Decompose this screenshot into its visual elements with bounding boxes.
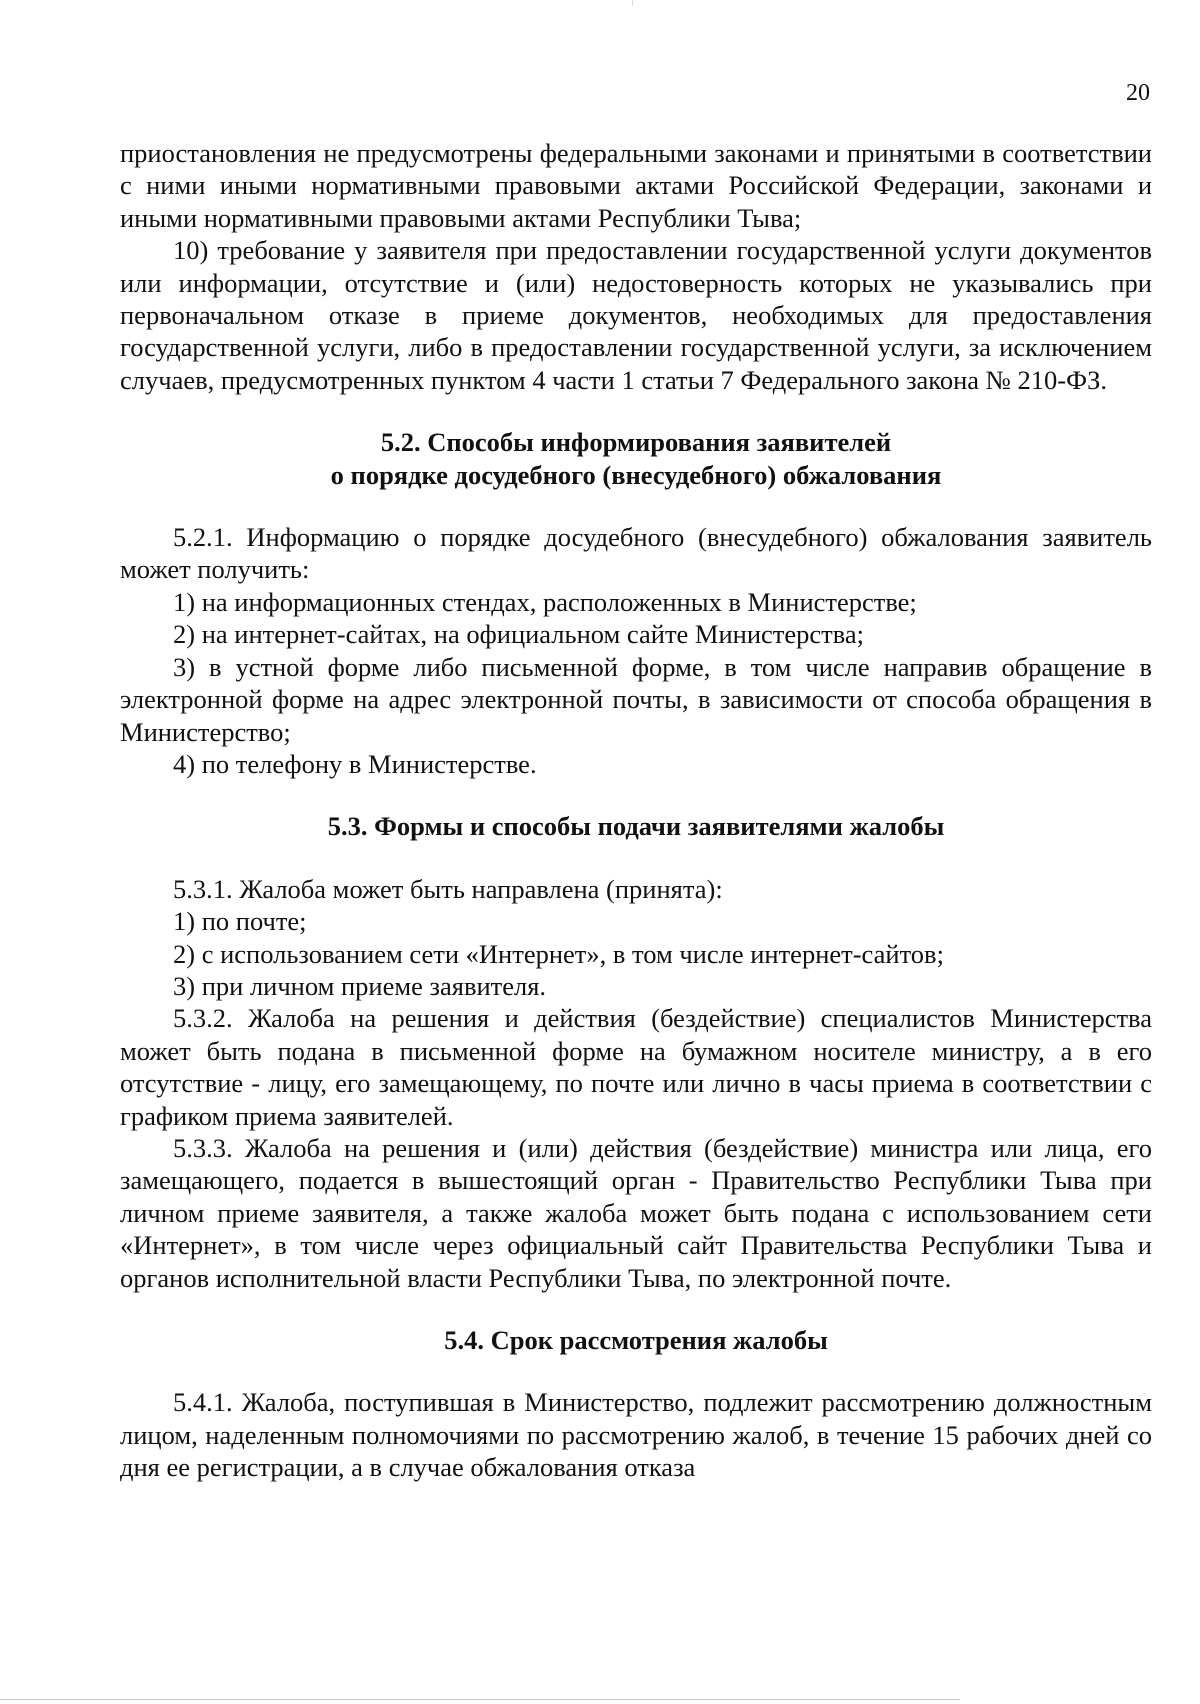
paragraph: 1) по почте; bbox=[173, 906, 307, 937]
paragraph: 5.4.1. Жалоба, поступившая в Министерство, подлежит рассмотрению должностным лицом, наделенным полномочиями по рассмотрению жалоб, в течение 15 рабочих дней со дня ее регистрации, а в случае обжалования отказа bbox=[120, 1387, 1152, 1483]
paragraph: 1) на информационных стендах, расположенных в Министерстве; bbox=[173, 586, 917, 617]
document-body bbox=[120, 137, 1152, 1484]
paragraph: 5.3.3. Жалоба на решения и (или) действия (бездействие) министра или лица, его замещающего, подается в вышестоящий орган - Правительство Республики Тыва при личном приеме заявителя, а также жалоба может быть подана с использованием сети «Интернет», в том числе через официальный сайт Правительства Республики Тыва и органов исполнительной власти Республики Тыва, по электронной почте. bbox=[120, 1132, 1152, 1293]
spacer bbox=[120, 1356, 1152, 1386]
paragraph: 3) в устной форме либо письменной форме, в том числе направив обращение в электронной форме на адрес электронной почты, в зависимости от способа обращения в Министерство; bbox=[120, 651, 1152, 747]
scan-artifact-bottom bbox=[0, 1699, 960, 1700]
spacer bbox=[120, 396, 1152, 426]
paragraph: 5.3.1. Жалоба может быть направлена (принята): bbox=[173, 873, 723, 904]
spacer bbox=[120, 1294, 1152, 1324]
spacer bbox=[120, 491, 1152, 521]
scan-artifact-top bbox=[632, 0, 633, 6]
paragraph: 5.2.1. Информацию о порядке досудебного (внесудебного) обжалования заявитель может получить: bbox=[120, 522, 1152, 585]
section-heading-line: 5.2. Способы информирования заявителей bbox=[380, 427, 892, 458]
section-heading-line: о порядке досудебного (внесудебного) обжалования bbox=[330, 459, 942, 490]
spacer bbox=[120, 843, 1152, 873]
paragraph: 5.3.2. Жалоба на решения и действия (бездействие) специалистов Министерства может быть подана в письменной форме на бумажном носителе министру, а в его отсутствие - лицу, его замещающему, по почте или лично в часы приема в соответствии с графиком приема заявителей. bbox=[120, 1003, 1152, 1131]
section-heading-line: 5.4. Срок рассмотрения жалобы bbox=[444, 1325, 828, 1355]
paragraph: 2) на интернет-сайтах, на официальном сайте Министерства; bbox=[173, 619, 865, 650]
section-heading-line: 5.3. Формы и способы подачи заявителями жалобы bbox=[327, 811, 945, 842]
paragraph: 2) с использованием сети «Интернет», в том числе интернет-сайтов; bbox=[173, 938, 944, 969]
paragraph: приостановления не предусмотрены федеральными законами и принятыми в соответствии с ними иными нормативными правовыми актами Российской Федерации, законами и иными нормативными правовыми актами Республики Тыва; bbox=[120, 138, 1152, 233]
paragraph: 3) при личном приеме заявителя. bbox=[173, 970, 547, 1001]
spacer bbox=[120, 780, 1152, 810]
paragraph: 10) требование у заявителя при предоставлении государственной услуги документов или информации, отсутствие и (или) недостоверность которых не указывались при первоначальном отказе в приеме документов, необходимых для предоставления государственной услуги, либо в предоставлении государственной услуги, за исключением случаев, предусмотренных пунктом 4 части 1 статьи 7 Федерального закона № 210-ФЗ. bbox=[120, 235, 1152, 395]
page-number: 20 bbox=[1126, 80, 1150, 106]
paragraph: 4) по телефону в Министерстве. bbox=[173, 748, 537, 779]
